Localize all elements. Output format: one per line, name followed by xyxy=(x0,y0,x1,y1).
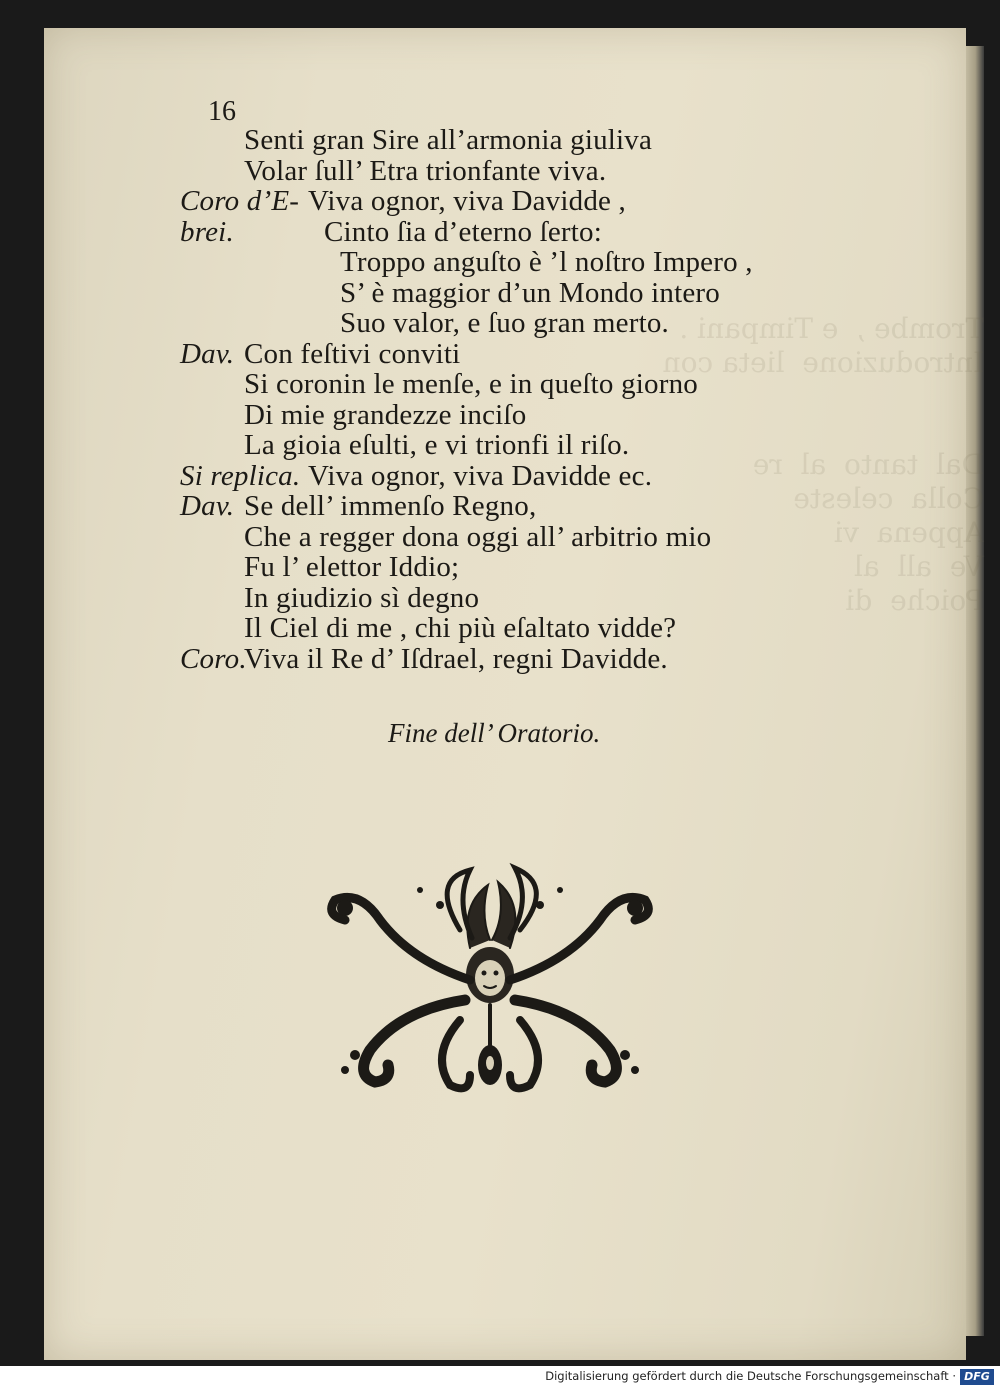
speaker-label: brei. xyxy=(180,215,234,248)
woodcut-ornament-icon xyxy=(320,860,660,1100)
show-through-texture: Trombe , e Timpani . Introduzione lieta con Dal tanto al re Colla celeste Appena vi all al Poiche di xyxy=(662,312,984,617)
funding-credit: Digitalisierung gefördert durch die Deutsche Forschungsgemeinschaft · xyxy=(545,1369,956,1383)
dfg-logo: DFG xyxy=(960,1369,994,1385)
verse-line: Si coronin le menſe, e in queſto giorno xyxy=(244,368,698,400)
verse-line: Cinto ſia d’eterno ſerto: xyxy=(324,215,603,248)
verse-line: Viva ognor, viva Davidde ec. xyxy=(308,459,653,492)
verse-line: Fu l’ elettor Iddio; xyxy=(244,551,460,583)
verse-line: S’ è maggior d’un Mondo intero xyxy=(340,276,720,309)
verse-line: Viva il Re d’ Iſdrael, regni Davidde. xyxy=(244,642,668,675)
speaker-label: Coro. xyxy=(180,642,247,675)
verse-line: Volar ſull’ Etra trionfante viva. xyxy=(244,154,607,187)
verse-line: Il Ciel di me , chi più eſaltato vidde? xyxy=(244,612,677,644)
verse-line: Di mie grandezze inciſo xyxy=(244,398,527,431)
colophon: Fine dell’ Oratorio. xyxy=(388,718,601,748)
speaker-label: Si replica. xyxy=(180,459,301,492)
verse-line: In giudizio sì degno xyxy=(244,581,480,614)
verse-line: Con feſtivi conviti xyxy=(244,337,461,370)
verse-line: Che a regger dona oggi all’ arbitrio mio xyxy=(244,520,712,553)
verse-line: Senti gran Sire all’armonia giuliva xyxy=(244,124,653,156)
verse-line: La gioia eſulti, e vi trionfi il riſo. xyxy=(244,429,630,461)
speaker-label: Dav. xyxy=(180,337,235,370)
page-number: 16 xyxy=(208,96,236,127)
verse-line: Troppo anguſto è ’l noſtro Impero , xyxy=(340,246,753,278)
speaker-label: Coro d’E- xyxy=(180,185,300,217)
verse-line: Viva ognor, viva Davidde , xyxy=(308,185,626,217)
verse-line: Se dell’ immenſo Regno, xyxy=(244,490,537,522)
verse-line: Suo valor, e ſuo gran merto. xyxy=(340,307,670,339)
speaker-label: Dav. xyxy=(180,490,235,522)
